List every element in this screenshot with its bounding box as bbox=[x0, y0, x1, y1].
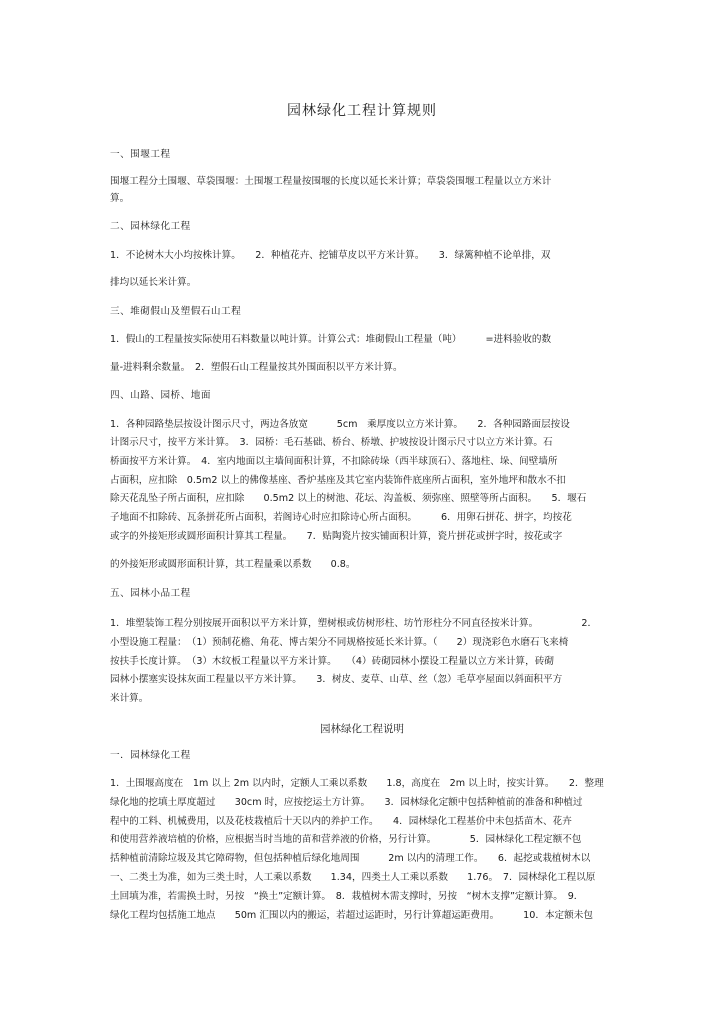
document-title: 园林绿化工程计算规则 bbox=[287, 103, 437, 119]
heading-roads: 四、山路、园桥、地面 bbox=[110, 390, 211, 401]
paragraph-line: 除天花乱坠子所占面积，应扣除 0.5m2 以上的树池、花坛、沟盖板、须弥座、照壁等所占面积。 5．堰石 bbox=[110, 493, 587, 504]
paragraph-line: 和使用营养液培植的价格，应根据当时当地的苗和营养液的价格，另行计算。 5．园林绿化工程定额不包 bbox=[110, 834, 582, 845]
section-title-explanation: 园林绿化工程说明 bbox=[320, 723, 404, 735]
heading-cofferdam: 一、围堰工程 bbox=[110, 149, 171, 160]
paragraph-line: 的外接矩形或圆形面积计算，其工程量乘以系数 0.8。 bbox=[110, 559, 356, 570]
paragraph-line: 园林小摆塞实设抹灰面工程量以平方米计算。 3．树皮、麦草、山草、丝（忽）毛草亭屋面以斜面积平方 bbox=[110, 674, 563, 685]
paragraph-line: 桥面按平方米计算。 4．室内地面以主墙间面积计算，不扣除砖垛（西半球顶石）、落地柱、垛、间壁墙所 bbox=[110, 456, 558, 467]
paragraph-line: 1．假山的工程量按实际使用石料数量以吨计算。计算公式：堆砌假山工程量（吨） =进料验收的数 bbox=[110, 334, 552, 345]
paragraph-line: 绿化地的挖填土厚度超过 30cm 时，应按挖运土方计算。 3．园林绿化定额中包括种植前的准备和种植过 bbox=[110, 797, 583, 808]
paragraph-line: 1．不论树木大小均按株计算。 2．种植花卉、挖铺草皮以平方米计算。 3．绿篱种植不论单排，双 bbox=[110, 250, 551, 261]
paragraph-line: 程中的工料、机械费用，以及花枝栽植后十天以内的养护工作。 4．园林绿化工程基价中未包括苗木、花卉 bbox=[110, 816, 572, 827]
paragraph-line: 一、二类土为准，如为三类土时，人工乘以系数 1.34，四类土人工乘以系数 1.76。 7．园林绿化工程以原 bbox=[110, 872, 596, 883]
paragraph-line: 1．各种园路垫层按设计图示尺寸，两边各放宽 5cm 乘厚度以立方米计算。 2．各种园路面层按设 bbox=[110, 419, 570, 430]
paragraph-line: 小型设施工程量： （1）预制花檐、角花、博古架分不同规格按延长米计算。（ 2）现浇彩色水磨石飞来椅 bbox=[110, 637, 569, 648]
paragraph-line: 1．堆塑装饰工程分别按展开面积以平方米计算，塑树根或仿树形柱、坊竹形柱分不同直径按米计算。 2． bbox=[110, 618, 598, 629]
heading-rockery: 三、堆砌假山及塑假石山工程 bbox=[110, 306, 242, 317]
paragraph-line: 米计算。 bbox=[110, 693, 149, 704]
paragraph-line: 或字的外接矩形或圆形面积计算其工程量。 7．贴陶瓷片按实铺面积计算，瓷片拼花或拼字时，按花或字 bbox=[110, 531, 563, 542]
heading-greening-explanation: 一．园林绿化工程 bbox=[110, 750, 191, 761]
paragraph-line: 算。 bbox=[110, 193, 130, 204]
paragraph-line: 计图示尺寸，按平方米计算。 3．园桥：毛石基础、桥台、桥墩、护坡按设计图示尺寸以立方米计算。石 bbox=[110, 437, 553, 448]
paragraph-line: 子地面不扣除砖、瓦条拼花所占面积，若阁诗心时应扣除诗心所占面积。 6．用卵石拼花、拼字，均按花 bbox=[110, 512, 572, 523]
paragraph-line: 括种植前清除垃圾及其它障碍物，但包括种植后绿化地周围 2m 以内的清理工作。 6．起挖或栽植树木以 bbox=[110, 853, 591, 864]
paragraph-line: 围堰工程分土围堰、草袋围堰：土围堰工程量按围堰的长度以延长米计算；草袋袋围堰工程量以立方米计 bbox=[110, 176, 552, 187]
paragraph-line: 1．土围堰高度在 1m 以上 2m 以内时，定额人工乘以系数 1.8，高度在 2m 以上时，按实计算。 2．整理 bbox=[110, 778, 604, 789]
paragraph-line: 排均以延长米计算。 bbox=[110, 277, 197, 288]
paragraph-line: 土回填为准，若需换土时，另按 “换土”定额计算。 8．栽植树木需支撑时，另按 “树木支撑”定额计算。 9． bbox=[110, 891, 584, 902]
paragraph-line: 占面积，应扣除 0.5m2 以上的佛像基座、香炉基座及其它室内装饰件底座所占面积，室外地坪和散水不扣 bbox=[110, 475, 566, 486]
paragraph-line: 按扶手长度计算。 （3）木纹板工程量以平方米计算。 （4）砖砌园林小摆设工程量以立方米计算，砖砌 bbox=[110, 656, 554, 667]
heading-small-items: 五、园林小品工程 bbox=[110, 588, 191, 599]
paragraph-line: 量-进料剩余数量。 2．塑假石山工程量按其外围面积以平方米计算。 bbox=[110, 362, 403, 373]
paragraph-line: 绿化工程均包括施工地点 50m 汇围以内的搬运，若超过运距时，另行计算超运距费用。 10．本定额未包 bbox=[110, 910, 593, 921]
heading-greening: 二、园林绿化工程 bbox=[110, 221, 191, 232]
